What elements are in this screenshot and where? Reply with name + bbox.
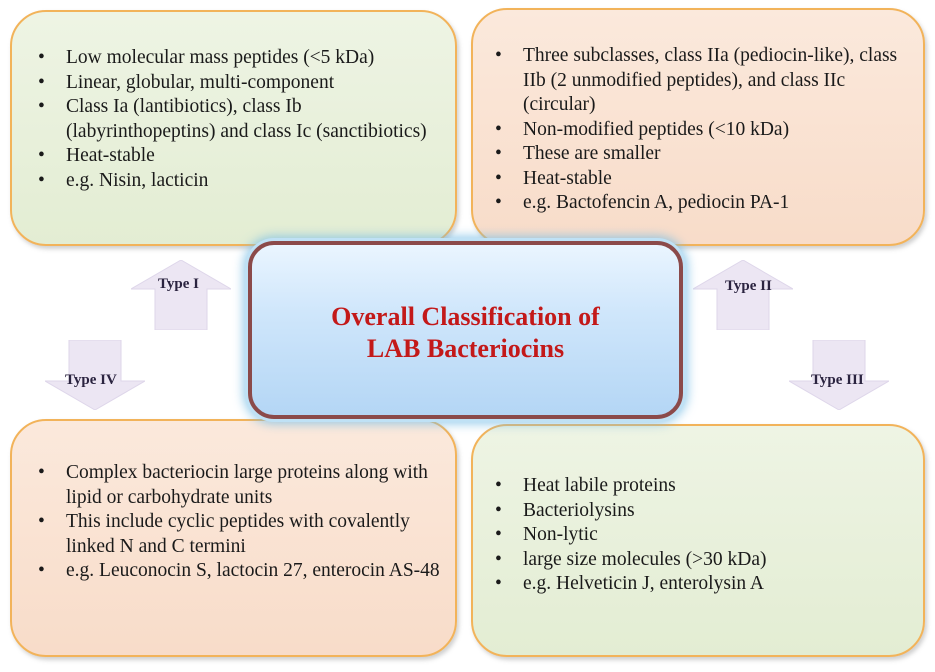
type-ii-label: Type II	[725, 278, 772, 294]
list-item: • Class Ia (lantibiotics), class Ib (labyrinthopeptins) and class Ic (sanctibiotics)	[36, 95, 445, 144]
type-iv-label: Type IV	[65, 372, 117, 388]
list-item: • Complex bacteriocin large proteins along with lipid or carbohydrate units	[36, 461, 445, 510]
up-arrow-icon	[131, 260, 231, 330]
center-classification-box	[248, 241, 683, 419]
list-item: • These are smaller	[493, 142, 913, 167]
list-item: • e.g. Nisin, lacticin	[36, 169, 445, 194]
type-iii-box	[471, 424, 925, 657]
list-item: • Non-lytic	[493, 523, 913, 548]
center-title-line-1: Overall Classification of	[331, 302, 600, 331]
type-iii-list	[493, 474, 913, 597]
center-title-line-2: LAB Bacteriocins	[366, 334, 565, 363]
type-ii-list	[493, 44, 913, 216]
type-i-label: Type I	[158, 276, 199, 292]
type-iv-arrow	[45, 340, 145, 410]
list-item: • Heat labile proteins	[493, 474, 913, 499]
type-iii-arrow	[789, 340, 889, 410]
type-iv-list	[36, 461, 445, 584]
center-title	[252, 301, 679, 365]
type-i-list	[36, 46, 445, 193]
type-iv-box	[10, 419, 457, 657]
type-i-arrow	[131, 260, 231, 330]
type-i-box	[10, 10, 457, 246]
type-ii-arrow	[693, 260, 793, 330]
list-item: • Low molecular mass peptides (<5 kDa)	[36, 46, 445, 71]
list-item: • Bacteriolysins	[493, 499, 913, 524]
list-item: • large size molecules (>30 kDa)	[493, 548, 913, 573]
list-item: • Non-modified peptides (<10 kDa)	[493, 118, 913, 143]
list-item: • Heat-stable	[493, 167, 913, 192]
type-iii-label: Type III	[811, 372, 864, 388]
list-item: • Heat-stable	[36, 144, 445, 169]
list-item: • Three subclasses, class IIa (pediocin-like), class IIb (2 unmodified peptides), and class IIc (circular)	[493, 44, 913, 118]
type-ii-box	[471, 8, 925, 246]
list-item: • Linear, globular, multi-component	[36, 71, 445, 96]
list-item: • e.g. Helveticin J, enterolysin A	[493, 572, 913, 597]
list-item: • e.g. Leuconocin S, lactocin 27, enterocin AS-48	[36, 559, 445, 584]
list-item: • e.g. Bactofencin A, pediocin PA-1	[493, 191, 913, 216]
up-arrow-icon	[693, 260, 793, 330]
list-item: • This include cyclic peptides with covalently linked N and C termini	[36, 510, 445, 559]
